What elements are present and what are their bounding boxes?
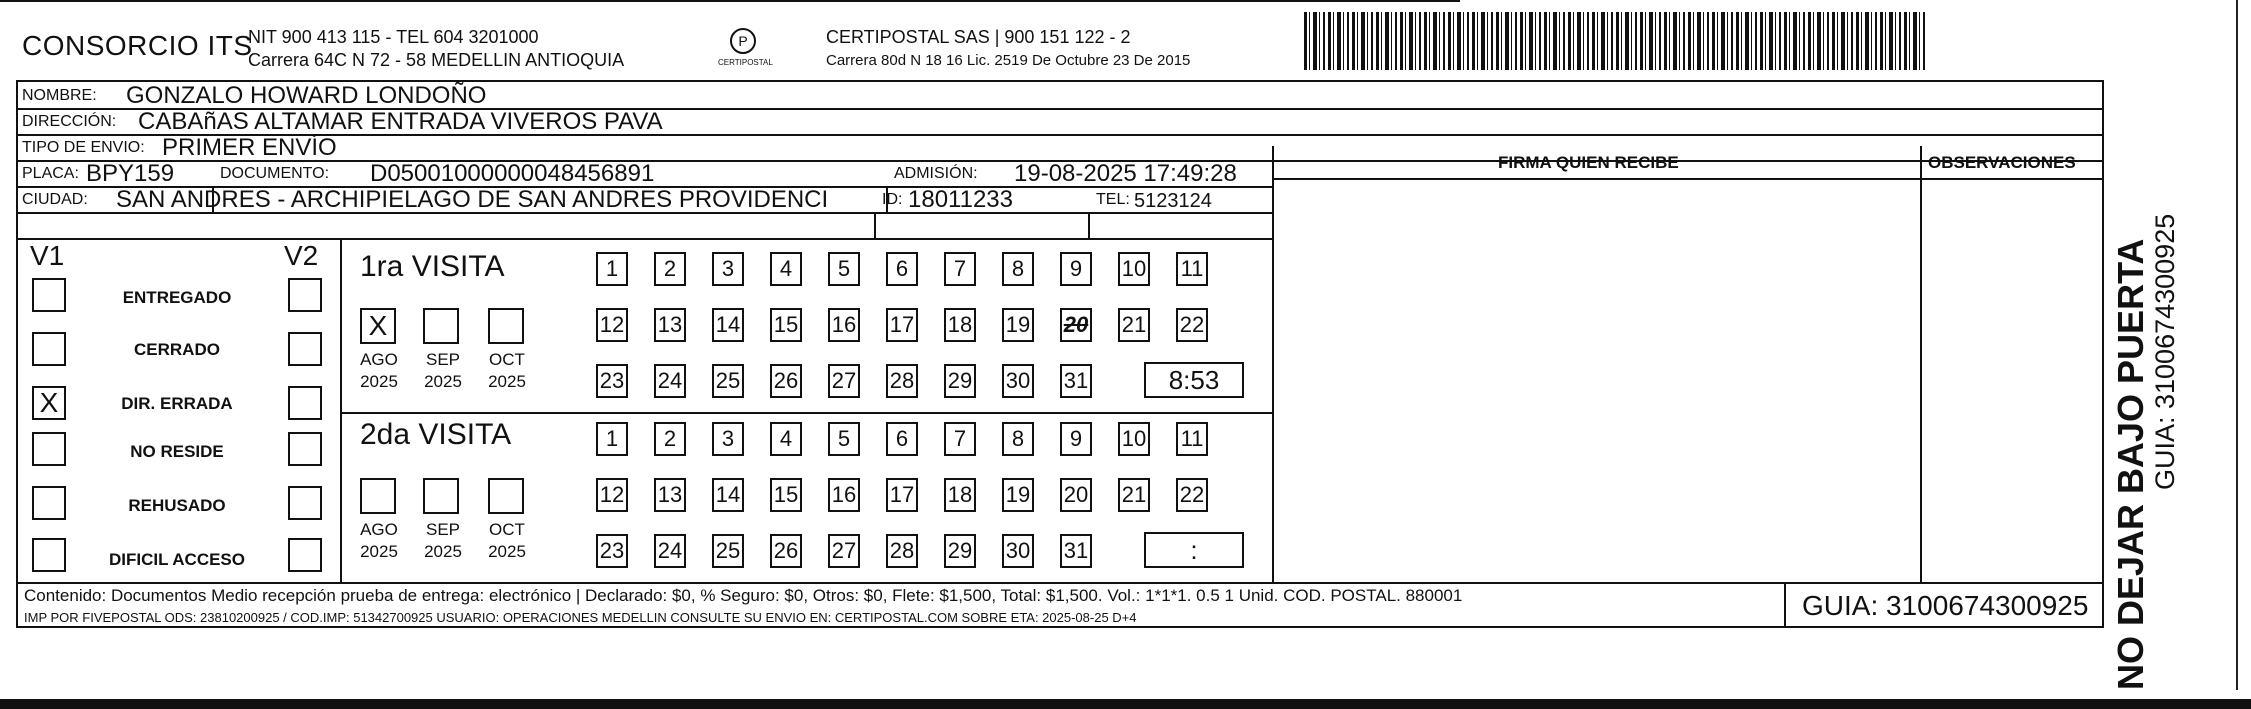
day-box-9[interactable]: 9 (1060, 422, 1092, 456)
day-box-9[interactable]: 9 (1060, 252, 1092, 286)
first-visit-oct-box[interactable] (488, 308, 524, 344)
day-box-21[interactable]: 21 (1118, 308, 1150, 342)
v1-dificil-acceso-checkbox[interactable] (32, 538, 66, 572)
id-value: 18011233 (908, 186, 1013, 213)
v2-dificil-acceso-checkbox[interactable] (288, 538, 322, 572)
rule-line (874, 212, 876, 238)
v1-dir-errada-checkbox[interactable]: X (32, 386, 66, 420)
day-box-4[interactable]: 4 (770, 252, 802, 286)
month-label: SEP (425, 520, 461, 539)
day-box-21[interactable]: 21 (1118, 478, 1150, 512)
rule-line (1272, 178, 2104, 180)
day-box-17[interactable]: 17 (886, 478, 918, 512)
day-box-8[interactable]: 8 (1002, 252, 1034, 286)
reason-dir-errada: DIR. ERRADA (121, 394, 233, 413)
side-guia: GUIA: 3100674300925 (2150, 213, 2180, 490)
rule-line (18, 238, 1272, 240)
day-box-14[interactable]: 14 (712, 478, 744, 512)
first-visit-title: 1ra VISITA (360, 250, 505, 283)
company-address: Carrera 64C N 72 - 58 MEDELLIN ANTIOQUIA (248, 50, 625, 70)
ciudad-label: CIUDAD: (22, 191, 88, 208)
logo-emblem-icon: P (730, 28, 756, 54)
day-box-10[interactable]: 10 (1118, 252, 1150, 286)
day-box-1[interactable]: 1 (596, 422, 628, 456)
day-box-23[interactable]: 23 (596, 364, 628, 398)
month-label: AGO (360, 350, 398, 369)
guia-number: GUIA: 3100674300925 (1802, 590, 2089, 621)
day-box-27[interactable]: 27 (828, 534, 860, 568)
day-box-15[interactable]: 15 (770, 478, 802, 512)
day-box-2[interactable]: 2 (654, 422, 686, 456)
second-visit-ago-box[interactable] (360, 478, 396, 514)
documento-value: D05001000000048456891 (370, 160, 655, 187)
no-dejar-bajo-puerta: NO DEJAR BAJO PUERTA (2110, 238, 2151, 690)
day-box-19[interactable]: 19 (1002, 308, 1034, 342)
day-box-8[interactable]: 8 (1002, 422, 1034, 456)
month-label: OCT (489, 350, 525, 369)
day-box-26[interactable]: 26 (770, 534, 802, 568)
day-box-29[interactable]: 29 (944, 364, 976, 398)
day-box-20[interactable]: 20 (1060, 308, 1092, 342)
certipostal-logo (718, 28, 773, 72)
day-box-15[interactable]: 15 (770, 308, 802, 342)
rule-line (18, 582, 2104, 584)
imp-line: IMP POR FIVEPOSTAL ODS: 23810200925 / COD.IMP: 51342700925 USUARIO: OPERACIONES MEDELLIN CONSULTE SU ENVIO EN: CERTIPOSTAL.COM SOBRE ETA: 2025-08-25 D+4 (24, 610, 1137, 625)
year-label: 2025 (360, 372, 398, 391)
bottom-edge-bar (0, 699, 2251, 709)
year-label: 2025 (424, 372, 462, 391)
reason-rehusado: REHUSADO (128, 496, 226, 515)
documento-label: DOCUMENTO: (220, 165, 330, 182)
day-box-10[interactable]: 10 (1118, 422, 1150, 456)
day-box-31[interactable]: 31 (1060, 534, 1092, 568)
rule-line (1784, 582, 1786, 628)
day-box-20[interactable]: 20 (1060, 478, 1092, 512)
day-box-28[interactable]: 28 (886, 364, 918, 398)
day-box-25[interactable]: 25 (712, 364, 744, 398)
v2-entregado-checkbox[interactable] (288, 278, 322, 312)
nombre-value: GONZALO HOWARD LONDOÑO (126, 82, 487, 109)
day-box-5[interactable]: 5 (828, 252, 860, 286)
delivery-form (16, 80, 2104, 628)
day-box-3[interactable]: 3 (712, 252, 744, 286)
admision-value: 19-08-2025 17:49:28 (1014, 160, 1237, 187)
certipostal-license: Carrera 80d N 18 16 Lic. 2519 De Octubre 23 De 2015 (826, 52, 1191, 69)
tipo-envio-value: PRIMER ENVÍO (162, 134, 337, 161)
rule-line (1920, 146, 1922, 582)
day-box-13[interactable]: 13 (654, 308, 686, 342)
ciudad-value: SAN ANDRES - ARCHIPIELAGO DE SAN ANDRES PROVIDENCI (116, 186, 829, 213)
day-box-18[interactable]: 18 (944, 478, 976, 512)
certipostal-info: CERTIPOSTAL SAS | 900 151 122 - 2 (826, 27, 1131, 47)
first-visit-time-box[interactable]: 8:53 (1144, 362, 1244, 398)
placa-label: PLACA: (22, 165, 79, 182)
day-box-11[interactable]: 11 (1176, 422, 1208, 456)
id-label: ID: (882, 191, 903, 208)
direccion-value: CABAñAS ALTAMAR ENTRADA VIVEROS PAVA (138, 108, 663, 135)
day-box-26[interactable]: 26 (770, 364, 802, 398)
company-nit: NIT 900 413 115 - TEL 604 3201000 (248, 27, 539, 47)
rule-line (1088, 212, 1090, 238)
day-box-2[interactable]: 2 (654, 252, 686, 286)
v1-no-reside-checkbox[interactable] (32, 432, 66, 466)
day-box-23[interactable]: 23 (596, 534, 628, 568)
second-visit-sep-box[interactable] (423, 478, 459, 514)
day-box-30[interactable]: 30 (1002, 534, 1034, 568)
logo-text: CERTIPOSTAL (718, 58, 773, 67)
day-box-24[interactable]: 24 (654, 534, 686, 568)
admision-label: ADMISIÓN: (894, 165, 978, 182)
first-visit-ago-box[interactable]: X (360, 308, 396, 344)
day-box-1[interactable]: 1 (596, 252, 628, 286)
month-label: AGO (360, 520, 398, 539)
day-box-11[interactable]: 11 (1176, 252, 1208, 286)
second-visit-time-box[interactable]: : (1144, 532, 1244, 568)
second-visit-oct-box[interactable] (488, 478, 524, 514)
day-box-4[interactable]: 4 (770, 422, 802, 456)
day-box-12[interactable]: 12 (596, 478, 628, 512)
day-box-7[interactable]: 7 (944, 252, 976, 286)
direccion-label: DIRECCIÓN: (22, 113, 117, 130)
barcode (1304, 12, 1926, 70)
right-edge-line (2236, 0, 2238, 690)
day-box-29[interactable]: 29 (944, 534, 976, 568)
day-box-16[interactable]: 16 (828, 308, 860, 342)
first-visit-sep-box[interactable] (423, 308, 459, 344)
v2-dir-errada-checkbox[interactable] (288, 386, 322, 420)
day-box-31[interactable]: 31 (1060, 364, 1092, 398)
day-box-3[interactable]: 3 (712, 422, 744, 456)
v2-rehusado-checkbox[interactable] (288, 486, 322, 520)
day-box-17[interactable]: 17 (886, 308, 918, 342)
tipo-envio-label: TIPO DE ENVIO: (22, 139, 145, 156)
day-box-30[interactable]: 30 (1002, 364, 1034, 398)
v2-header: V2 (284, 240, 319, 271)
rule-line (340, 238, 342, 582)
day-box-25[interactable]: 25 (712, 534, 744, 568)
year-label: 2025 (424, 542, 462, 561)
day-box-6[interactable]: 6 (886, 422, 918, 456)
day-box-14[interactable]: 14 (712, 308, 744, 342)
reason-cerrado: CERRADO (134, 340, 220, 359)
tel-label: TEL: (1096, 191, 1130, 208)
reason-entregado: ENTREGADO (122, 288, 232, 307)
day-box-18[interactable]: 18 (944, 308, 976, 342)
month-label: SEP (425, 350, 461, 369)
day-box-27[interactable]: 27 (828, 364, 860, 398)
day-box-5[interactable]: 5 (828, 422, 860, 456)
top-border (0, 0, 1460, 5)
company-name: CONSORCIO ITS (22, 30, 253, 61)
year-label: 2025 (488, 542, 526, 561)
v1-entregado-checkbox[interactable] (32, 278, 66, 312)
reason-dificil-acceso: DIFICIL ACCESO (108, 550, 245, 569)
second-visit-title: 2da VISITA (360, 418, 512, 451)
month-label: OCT (489, 520, 525, 539)
year-label: 2025 (488, 372, 526, 391)
rule-line (1272, 146, 1274, 582)
day-box-12[interactable]: 12 (596, 308, 628, 342)
year-label: 2025 (360, 542, 398, 561)
v2-cerrado-checkbox[interactable] (288, 332, 322, 366)
v1-header: V1 (30, 240, 65, 271)
day-box-19[interactable]: 19 (1002, 478, 1034, 512)
day-box-24[interactable]: 24 (654, 364, 686, 398)
placa-value: BPY159 (86, 160, 175, 187)
day-box-16[interactable]: 16 (828, 478, 860, 512)
day-box-13[interactable]: 13 (654, 478, 686, 512)
v2-no-reside-checkbox[interactable] (288, 432, 322, 466)
observaciones-header: OBSERVACIONES (1928, 153, 2076, 172)
day-box-6[interactable]: 6 (886, 252, 918, 286)
rule-line (340, 412, 1272, 414)
tel-value: 5123124 (1134, 190, 1212, 212)
reason-no-reside: NO RESIDE (130, 442, 224, 461)
contenido-line: Contenido: Documentos Medio recepción prueba de entrega: electrónico | Declarado: $0, % Seguro: $0, Otros: $0, Flete: $1,500, Total: $1,500. Vol.: 1*1*1. 0.5 1 Unid. COD. POSTAL. 880001 (24, 586, 1463, 605)
v1-cerrado-checkbox[interactable] (32, 332, 66, 366)
day-box-22[interactable]: 22 (1176, 478, 1208, 512)
v1-rehusado-checkbox[interactable] (32, 486, 66, 520)
day-box-22[interactable]: 22 (1176, 308, 1208, 342)
firma-header: FIRMA QUIEN RECIBE (1498, 153, 1679, 172)
day-box-7[interactable]: 7 (944, 422, 976, 456)
nombre-label: NOMBRE: (22, 87, 97, 104)
day-box-28[interactable]: 28 (886, 534, 918, 568)
